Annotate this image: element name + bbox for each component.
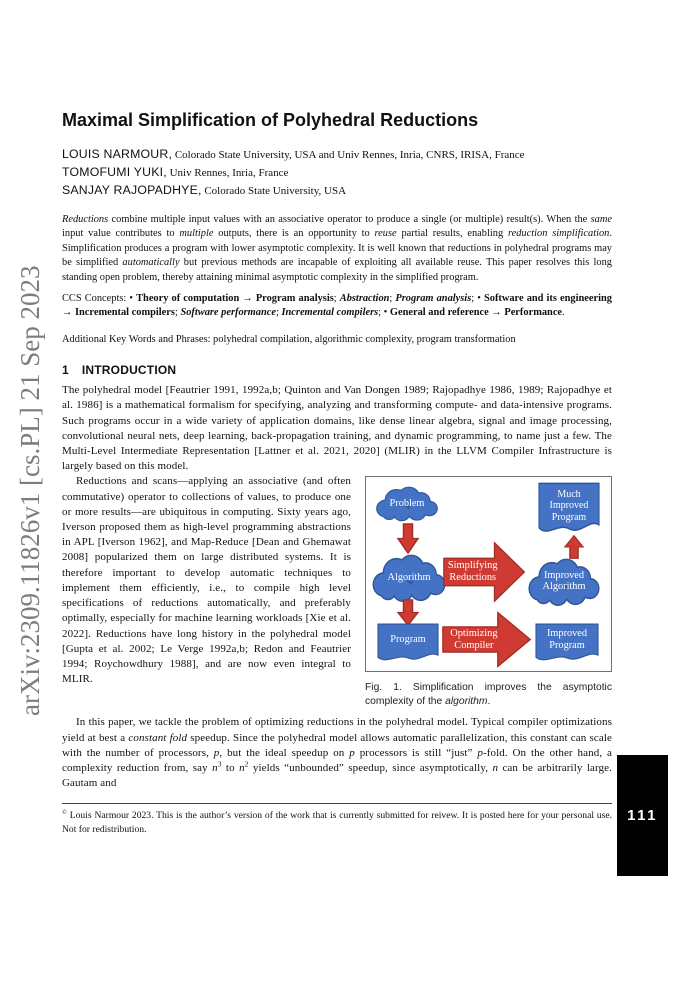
intro-paragraph-2: Reductions and scans—applying an associative (and often commutative) operator to collections of values, to produce one or more results—are ubiquitous in computing. Sixty years ago, Iverson proposed them as high-level programming abstractions in APL [Iverson 1962], and Map-Reduce [Dean and Ghemawat 2008] popularized them on large distributed systems. It is therefore important to develop automatic techniques to implement them efficiently, i.e., to compile high level specifications of reductions automatically, and preferably optimally, especially for machine learning workloads [Xie et al. 2022]. Reductions have long history in the polyhedral model [Gupta et al. 2002; Le Verge 1992a,b; Redon and Feautrier 1994; Roychowdhury 1988], and are now even integral to MLIR. bbox=[62, 475, 351, 686]
figure-1-diagram bbox=[365, 476, 612, 672]
author-name: SANJAY RAJOPADHYE, bbox=[62, 183, 202, 197]
abstract: Reductions combine multiple input values with an associative operator to produce a single (or multiple) result(s). When the same input value contributes to multiple outputs, there is an opportunity to reuse partial results, enabling reduction simplification. Simplification produces a program with lower asymptotic complexity. It is well known that reductions in polyhedral programs may be simplified automatically but previous methods are incapable of exploiting all available reuse. This paper resolves this long standing open problem, thereby attaining minimal asymptotic complexity in the simplified program. bbox=[62, 214, 612, 283]
node-problem bbox=[374, 484, 440, 522]
page-number-badge bbox=[617, 755, 668, 876]
page-number: 111 bbox=[627, 807, 658, 824]
paper-title: Maximal Simplification of Polyhedral Reductions bbox=[62, 110, 479, 130]
node-program bbox=[377, 623, 439, 665]
intro-paragraph-3: In this paper, we tackle the problem of optimizing reductions in the polyhedral model. Typical compiler optimizations yield at best a constant fold speedup. Since the polyhedral model allows automatic parallelization, this constant can scale with the number of processors, p, but the ideal speedup on p processors is still “just” p-fold. On the other hand, a complexity reduction from, say $n^3$ to $n^2$ yields “unbounded” speedup, since asymptotically, n can be arbitrarily large. Gautam and bbox=[62, 716, 612, 790]
author-line bbox=[62, 182, 612, 200]
author-line bbox=[62, 146, 612, 164]
arrow-down-icon bbox=[397, 599, 419, 626]
arrow-down-icon bbox=[397, 523, 419, 554]
node-label: Improved Algorithm bbox=[542, 569, 586, 593]
node-label: Algorithm bbox=[387, 571, 431, 583]
node-much-improved-program bbox=[538, 482, 600, 538]
arrow-optimizing-compiler bbox=[442, 610, 532, 669]
paper-content bbox=[62, 108, 612, 837]
author-block bbox=[62, 146, 612, 200]
node-label: Much Improved Program bbox=[549, 488, 589, 523]
keywords: Additional Key Words and Phrases: polyhedral compilation, algorithmic complexity, program transformation bbox=[62, 333, 516, 345]
author-name: TOMOFUMI YUKI, bbox=[62, 165, 167, 179]
node-improved-program bbox=[535, 623, 599, 665]
section-number: 1 bbox=[62, 363, 69, 378]
author-affiliation: Univ Rennes, Inria, France bbox=[166, 167, 289, 179]
figure-1 bbox=[365, 476, 612, 709]
author-line bbox=[62, 164, 612, 182]
node-label: Problem bbox=[389, 497, 425, 509]
intro-paragraph-1: The polyhedral model [Feautrier 1991, 1992a,b; Quinton and Van Dongen 1989; Rajopadhye 1986, 1989; Rajopadhye et al. 1986] is a mathematical formalism for specifying, analyzing and transforming compute- and data-intensive programs. Such programs occur in a wide variety of application domains, like dense linear algebra, signal and image processing, convolutional neural nets, deep learning, back-propagation training, and dynamic programming, to name just a few. The Multi-Level Intermediate Representation [Lattner et al. 2021, 2020] (MLIR) in the LLVM Compiler Infrastructure is largely based on this model. bbox=[62, 384, 612, 473]
author-name: LOUIS NARMOUR, bbox=[62, 147, 173, 161]
figure-text-wrap bbox=[62, 474, 612, 708]
author-affiliation: Colorado State University, USA bbox=[201, 185, 347, 197]
arrow-label: Simplifying Reductions bbox=[447, 560, 498, 584]
arxiv-watermark: arXiv:2309.11826v1 [cs.PL] 21 Sep 2023 bbox=[15, 265, 45, 717]
section-title: INTRODUCTION bbox=[81, 363, 177, 378]
node-label: Improved Program bbox=[546, 628, 588, 651]
arrow-simplifying-reductions bbox=[443, 540, 526, 604]
ccs-concepts: CCS Concepts: • Theory of computation → Program analysis; Abstraction; Program analysis; • Software and its engineering → Incremental compilers; Software performance; Incremental compilers; • General and reference → Performance. bbox=[62, 293, 612, 319]
author-affiliation: Colorado State University, USA and Univ Rennes, Inria, CNRS, IRISA, France bbox=[172, 149, 525, 161]
node-algorithm bbox=[370, 551, 448, 603]
section-heading-introduction bbox=[62, 363, 612, 377]
arrow-label: Optimizing Compiler bbox=[450, 627, 498, 651]
copyright-footnote: © Louis Narmour 2023. This is the author’s version of the work that is currently submitted for reivew. It is posted here for your personal use. Not for redistribution. bbox=[62, 803, 612, 837]
figure-1-caption: Fig. 1. Simplification improves the asymptotic complexity of the algorithm. bbox=[365, 682, 612, 708]
node-improved-algorithm bbox=[526, 555, 602, 607]
node-label: Program bbox=[390, 634, 426, 646]
